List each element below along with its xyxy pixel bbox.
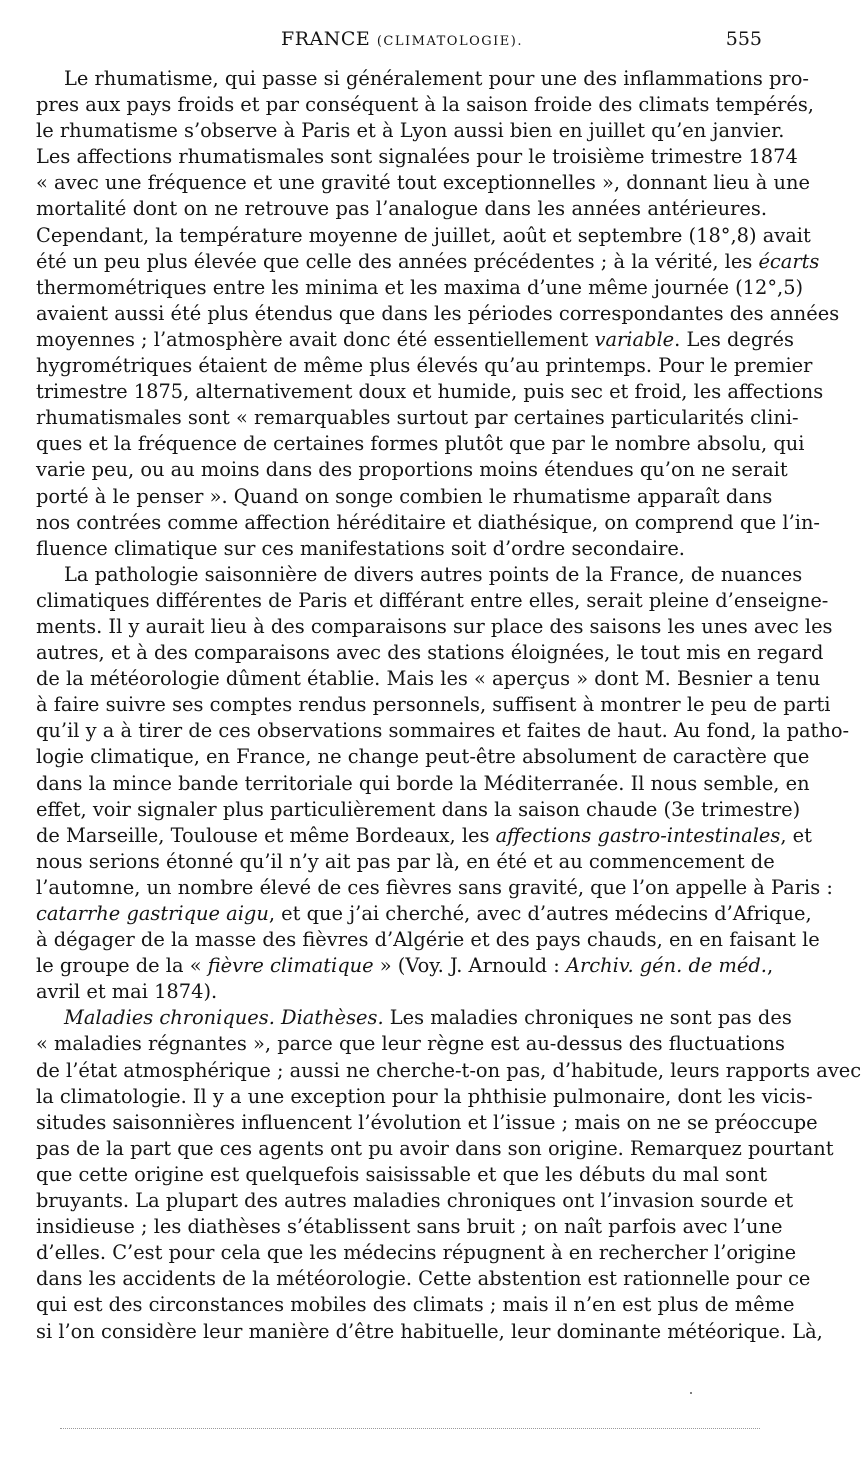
text-line: [36, 510, 820, 536]
text-run: moyennes ; l’atmosphère avait donc été essentiellement: [36, 327, 595, 351]
text-run: le rhumatisme s’observe à Paris et à Lyon aussi bien en juillet qu’en janvier.: [36, 119, 785, 143]
text-line: [36, 196, 767, 222]
text-run: La pathologie saisonnière de divers autres points de la France, de nuances: [64, 562, 803, 586]
text-run: ques et la fréquence de certaines formes plutôt que par le nombre absolu, qui: [36, 432, 805, 456]
italic-text: Maladies chroniques. Diathèses.: [64, 1006, 384, 1030]
text-run: à faire suivre ses comptes rendus personnels, suffisent à montrer le peu de parti: [36, 693, 831, 717]
text-line: [36, 1214, 783, 1240]
text-run: de l’état atmosphérique ; aussi ne cherche-t-on pas, d’habitude, leurs rapports avec: [36, 1058, 861, 1082]
text-run: à dégager de la masse des fièvres d’Algérie et des pays chauds, en en faisant le: [36, 928, 820, 952]
text-run: pas de la part que ces agents ont pu avoir dans son origine. Remarquez pourtant: [36, 1136, 834, 1160]
text-line: [36, 170, 810, 196]
text-line: [36, 718, 850, 744]
text-line: [36, 979, 767, 1005]
italic-text: affections gastro-intestinales: [495, 823, 781, 847]
text-line: [36, 875, 833, 901]
text-run: avaient aussi été plus étendus que dans les périodes correspondantes des années: [36, 301, 840, 325]
text-line: [36, 405, 799, 431]
text-line: [36, 379, 824, 405]
text-line: [36, 1292, 795, 1318]
text-run: d’elles. C’est pour cela que les médecins répugnent à en rechercher l’origine: [36, 1241, 797, 1265]
text-run: nous serions étonné qu’il n’y ait pas par là, en été et au commencement de: [36, 849, 775, 873]
italic-text: fièvre climatique: [207, 954, 374, 978]
text-line: [36, 275, 804, 301]
text-run: qu’il y a à tirer de ces observations sommaires et faites de haut. Au fond, la patho-: [36, 719, 850, 743]
text-line: [36, 1162, 767, 1188]
running-title-subtitle: (CLIMATOLOGIE).: [376, 34, 523, 49]
text-run: dans la mince bande territoriale qui borde la Méditerranée. Il nous semble, en: [36, 771, 810, 795]
text-run: , et que j’ai cherché, avec d’autres médecins d’Afrique,: [268, 902, 812, 925]
text-line: [36, 223, 811, 249]
text-line: [36, 431, 805, 457]
text-run: ments. Il y aurait lieu à des comparaisons sur place des saisons les unes avec les: [36, 614, 833, 638]
text-line: [36, 1005, 792, 1031]
text-run: dans les accidents de la météorologie. Cette abstention est rationnelle pour ce: [36, 1267, 811, 1291]
text-run: de Marseille, Toulouse et même Bordeaux, les: [36, 823, 496, 847]
text-line: [36, 353, 813, 379]
text-run: logie climatique, en France, ne change peut-être absolument de caractère que: [36, 745, 810, 769]
text-run: mortalité dont on ne retrouve pas l’analogue dans les années antérieures.: [36, 197, 767, 221]
text-run: qui est des circonstances mobiles des climats ; mais il n’en est plus de même: [36, 1293, 795, 1317]
text-line: [36, 1188, 794, 1214]
text-run: thermométriques entre les minima et les maxima d’une même journée (12°,5): [36, 275, 804, 299]
paragraph: [36, 66, 840, 562]
text-run: Le rhumatisme, qui passe si généralement pour une des inflammations pro-: [64, 67, 809, 90]
text-line: [36, 927, 820, 953]
text-run: climatiques différentes de Paris et différant entre elles, serait pleine d’enseigne-: [36, 588, 829, 612]
text-run: porté à le penser ». Quand on songe combien le rhumatisme apparaît dans: [36, 484, 773, 508]
text-run: bruyants. La plupart des autres maladies chroniques ont l’invasion sourde et: [36, 1189, 794, 1213]
text-run: avril et mai 1874).: [36, 980, 218, 1004]
text-line: [36, 249, 820, 275]
text-run: « maladies régnantes », parce que leur règne est au-dessus des fluctuations: [36, 1032, 785, 1056]
text-run: ,: [766, 954, 774, 978]
text-line: [36, 327, 794, 353]
text-line: [36, 588, 829, 614]
text-line: [36, 1031, 785, 1057]
text-line: [36, 614, 833, 640]
text-line: [36, 536, 767, 562]
text-run: Les affections rhumatismales sont signalées pour le troisième trimestre 1874: [36, 145, 798, 169]
text-run: autres, et à des comparaisons avec des stations éloignées, le tout mis en regard: [36, 641, 824, 665]
page-header: [40, 28, 764, 58]
text-run: fluence climatique sur ces manifestations soit d’ordre secondaire.: [36, 536, 685, 560]
paragraph: [36, 1005, 861, 1344]
italic-text: catarrhe gastrique aigu: [36, 902, 269, 925]
text-line: [36, 92, 814, 118]
text-line: [36, 953, 774, 979]
text-run: . Les degrés: [674, 327, 794, 351]
text-run: de la météorologie dûment établie. Mais les « aperçus » dont M. Besnier a tenu: [36, 667, 821, 691]
text-line: [36, 744, 810, 770]
text-run: Les maladies chroniques ne sont pas des: [383, 1006, 792, 1030]
text-run: la climatologie. Il y a une exception pour la phthisie pulmonaire, dont les vicis-: [36, 1084, 813, 1108]
text-line: [36, 1058, 861, 1084]
text-run: » (Voy. J. Arnould :: [373, 954, 566, 978]
text-run: situdes saisonnières influencent l’évolution et l’issue ; mais on ne se préoccupe: [36, 1110, 818, 1134]
text-line: [36, 562, 803, 588]
text-line: [36, 797, 801, 823]
text-line: [36, 1319, 823, 1345]
text-line: [36, 118, 785, 144]
text-line: [36, 1110, 818, 1136]
text-run: varie peu, ou au moins dans des proportions moins étendues qu’on ne serait: [36, 458, 788, 482]
text-line: [36, 457, 788, 483]
body-text: [36, 66, 861, 1345]
text-line: [36, 301, 840, 327]
text-line: [36, 901, 812, 927]
italic-text: Archiv. gén. de méd.: [565, 954, 767, 978]
text-run: Cependant, la température moyenne de juillet, août et septembre (18°,8) avait: [36, 223, 811, 247]
text-line: [36, 144, 798, 170]
text-run: effet, voir signaler plus particulièrement dans la saison chaude (3e trimestre): [36, 797, 801, 821]
text-run: si l’on considère leur manière d’être habituelle, leur dominante météorique. Là,: [36, 1319, 823, 1343]
text-run: pres aux pays froids et par conséquent à la saison froide des climats tempérés,: [36, 93, 814, 117]
text-run: rhumatismales sont « remarquables surtout par certaines particularités clini-: [36, 406, 799, 430]
text-run: été un peu plus élevée que celle des années précédentes ; à la vérité, les: [36, 249, 759, 273]
text-line: [36, 1084, 813, 1110]
text-line: [36, 640, 824, 666]
text-run: « avec une fréquence et une gravité tout exceptionnelles », donnant lieu à une: [36, 171, 810, 195]
text-line: [36, 666, 821, 692]
paragraph: [36, 562, 850, 1006]
text-line: [36, 1240, 797, 1266]
text-run: le groupe de la «: [36, 954, 208, 978]
stray-mark: [690, 1392, 692, 1394]
running-title: [40, 28, 764, 50]
text-line: [36, 1136, 834, 1162]
text-run: nos contrées comme affection héréditaire et diathésique, on comprend que l’in-: [36, 510, 820, 534]
text-line: [36, 771, 810, 797]
text-line: [36, 66, 809, 92]
page-number: 555: [725, 28, 762, 50]
text-line: [36, 849, 775, 875]
text-run: l’automne, un nombre élevé de ces fièvres sans gravité, que l’on appelle à Paris :: [36, 875, 833, 899]
text-run: trimestre 1875, alternativement doux et humide, puis sec et froid, les affections: [36, 380, 824, 404]
running-title-main: FRANCE: [281, 28, 371, 50]
bottom-rule: [60, 1428, 760, 1429]
italic-text: écarts: [758, 249, 820, 273]
text-run: insidieuse ; les diathèses s’établissent sans bruit ; on naît parfois avec l’une: [36, 1215, 783, 1239]
text-line: [36, 1266, 811, 1292]
text-line: [36, 484, 773, 510]
text-run: que cette origine est quelquefois saisissable et que les débuts du mal sont: [36, 1162, 767, 1186]
text-run: , et: [780, 823, 812, 847]
text-run: hygrométriques étaient de même plus élevés qu’au printemps. Pour le premier: [36, 354, 813, 378]
italic-text: variable: [594, 327, 675, 351]
text-line: [36, 692, 831, 718]
text-line: [36, 823, 812, 849]
